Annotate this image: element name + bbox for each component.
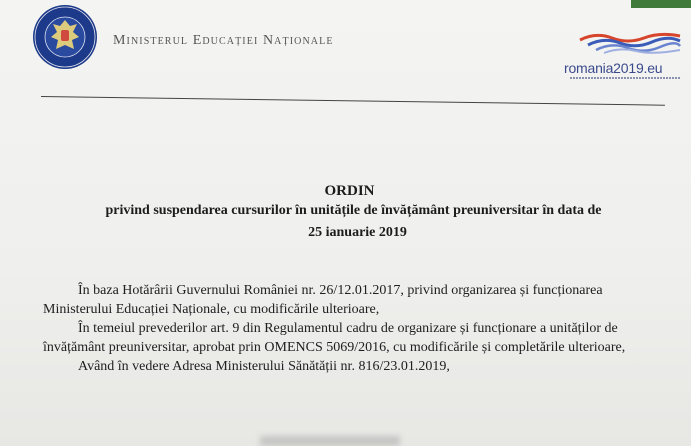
crest-icon: [32, 4, 98, 70]
header-divider: [41, 96, 665, 106]
cut-off-text: [260, 436, 400, 446]
document-subtitle-line-2: 25 ianuarie 2019: [308, 225, 407, 240]
presidency-logo-subtitle: [570, 77, 680, 79]
body-paragraph: În baza Hotărârii Guvernului României nr. 26/12.01.2017, privind organizarea și funcționarea: [78, 283, 603, 298]
body-paragraph: Ministerului Educației Naționale, cu modificările ulterioare,: [43, 302, 380, 317]
document-title: ORDIN: [324, 183, 375, 199]
body-paragraph: învățământ preuniversitar, aprobat prin OMENCS 5069/2016, cu modificările și completările ulterioare,: [43, 340, 626, 355]
presidency-logo-text: romania2019.eu: [564, 60, 663, 76]
presidency-logo: [556, 30, 684, 86]
flag-waves-icon: [578, 30, 682, 54]
body-paragraph: În temeiul prevederilor art. 9 din Regulamentul cadru de organizare și funcționare a unităților de: [78, 321, 618, 336]
body-paragraph: Având în vedere Adresa Ministerului Sănătății nr. 816/23.01.2019,: [78, 359, 450, 374]
background-edge: [631, 0, 691, 8]
ministry-name: Ministerul Educației Naționale: [113, 33, 334, 48]
government-crest-logo: [32, 4, 98, 70]
document-subtitle-line-1: privind suspendarea cursurilor în unitățile de învățământ preuniversitar în data de: [105, 203, 602, 218]
